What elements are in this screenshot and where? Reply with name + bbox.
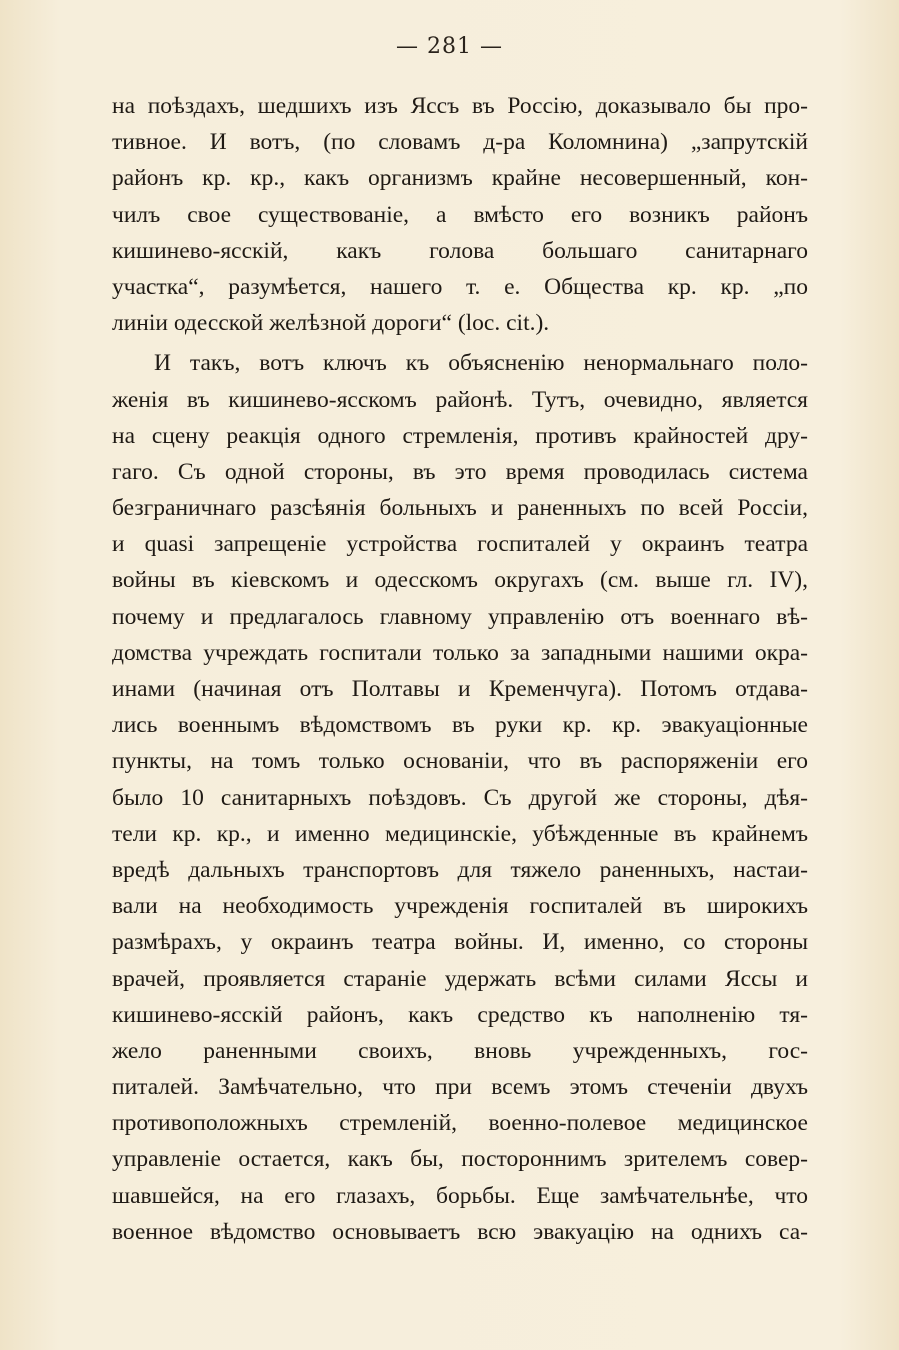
text-line: районъ кр. кр., какъ организмъ крайне несовершенный, кон- (112, 165, 808, 192)
text-line: безграничнаго разсѣянія больныхъ и раненныхъ по всей Россіи, (112, 495, 808, 522)
text-line: размѣрахъ, у окраинъ театра войны. И, именно, со стороны (112, 929, 808, 956)
text-line: вали на необходимость учрежденія госпиталей въ широкихъ (112, 893, 808, 920)
text-line: пункты, на томъ только основаніи, что въ распоряженіи его (112, 748, 808, 775)
text-line: на сцену реакція одного стремленія, противъ крайностей дру- (112, 422, 808, 449)
text-line: линіи одесской желѣзной дороги“ (loc. cit.). (112, 310, 550, 337)
text-line: вредѣ дальныхъ транспортовъ для тяжело раненныхъ, настаи- (112, 856, 808, 883)
text-line: шавшейся, на его глазахъ, борьбы. Еще замѣчательнѣе, что (112, 1182, 808, 1209)
text-line: было 10 санитарныхъ поѣздовъ. Съ другой же стороны, дѣя- (112, 784, 808, 811)
text-line: лись военнымъ вѣдомствомъ въ руки кр. кр. эвакуаціонные (112, 712, 808, 739)
text-line: противоположныхъ стремленій, военно-полевое медицинское (112, 1110, 808, 1137)
text-line: военное вѣдомство основываетъ всю эвакуацію на однихъ са- (112, 1218, 808, 1245)
text-line: жело раненными своихъ, вновь учрежденныхъ, гос- (112, 1037, 808, 1064)
text-line: чилъ свое существованіе, а вмѣсто его возникъ районъ (112, 201, 808, 228)
text-line: и quasi запрещеніе устройства госпиталей у окраинъ театра (112, 531, 808, 558)
text-line: гаго. Съ одной стороны, въ это время проводилась система (112, 458, 808, 485)
text-line: тели кр. кр., и именно медицинскіе, убѣжденные въ крайнемъ (112, 820, 808, 847)
text-line: на поѣздахъ, шедшихъ изъ Яссъ въ Россію, доказывало бы про- (112, 93, 808, 119)
text-line: врачей, проявляется стараніе удержать всѣми силами Яссы и (112, 965, 808, 992)
text-line: домства учреждать госпитали только за западными нашими окра- (112, 639, 808, 666)
text-line: инами (начиная отъ Полтавы и Кременчуга). Потомъ отдава- (112, 676, 808, 702)
body-text (112, 88, 808, 1250)
text-line: управленіе остается, какъ бы, постороннимъ зрителемъ совер- (112, 1146, 808, 1173)
text-line: почему и предлагалось главному управленію отъ военнаго вѣ- (112, 603, 808, 630)
text-line: кишиневo-ясскій районъ, какъ средство къ наполненію тя- (112, 1001, 808, 1028)
text-line: участка“, разумѣется, нашего т. е. Общества кр. кр. „по (112, 273, 808, 300)
text-line: войны въ кіевскомъ и одесскомъ округахъ (см. выше гл. IV), (112, 567, 808, 594)
text-line: кишиневo-ясскій, какъ голова большаго санитарнаго (112, 237, 808, 264)
text-line: питалей. Замѣчательно, что при всемъ этомъ стеченіи двухъ (112, 1074, 808, 1101)
page-number: — 281 — (396, 34, 503, 59)
text-line: тивное. И вотъ, (по словамъ д-ра Коломнина) „запрутскій (112, 129, 808, 156)
text-line: И такъ, вотъ ключъ къ объясненію ненормальнаго поло- (154, 350, 808, 377)
text-line: женія въ кишиневo-ясскомъ районѣ. Тутъ, очевидно, является (112, 386, 808, 413)
